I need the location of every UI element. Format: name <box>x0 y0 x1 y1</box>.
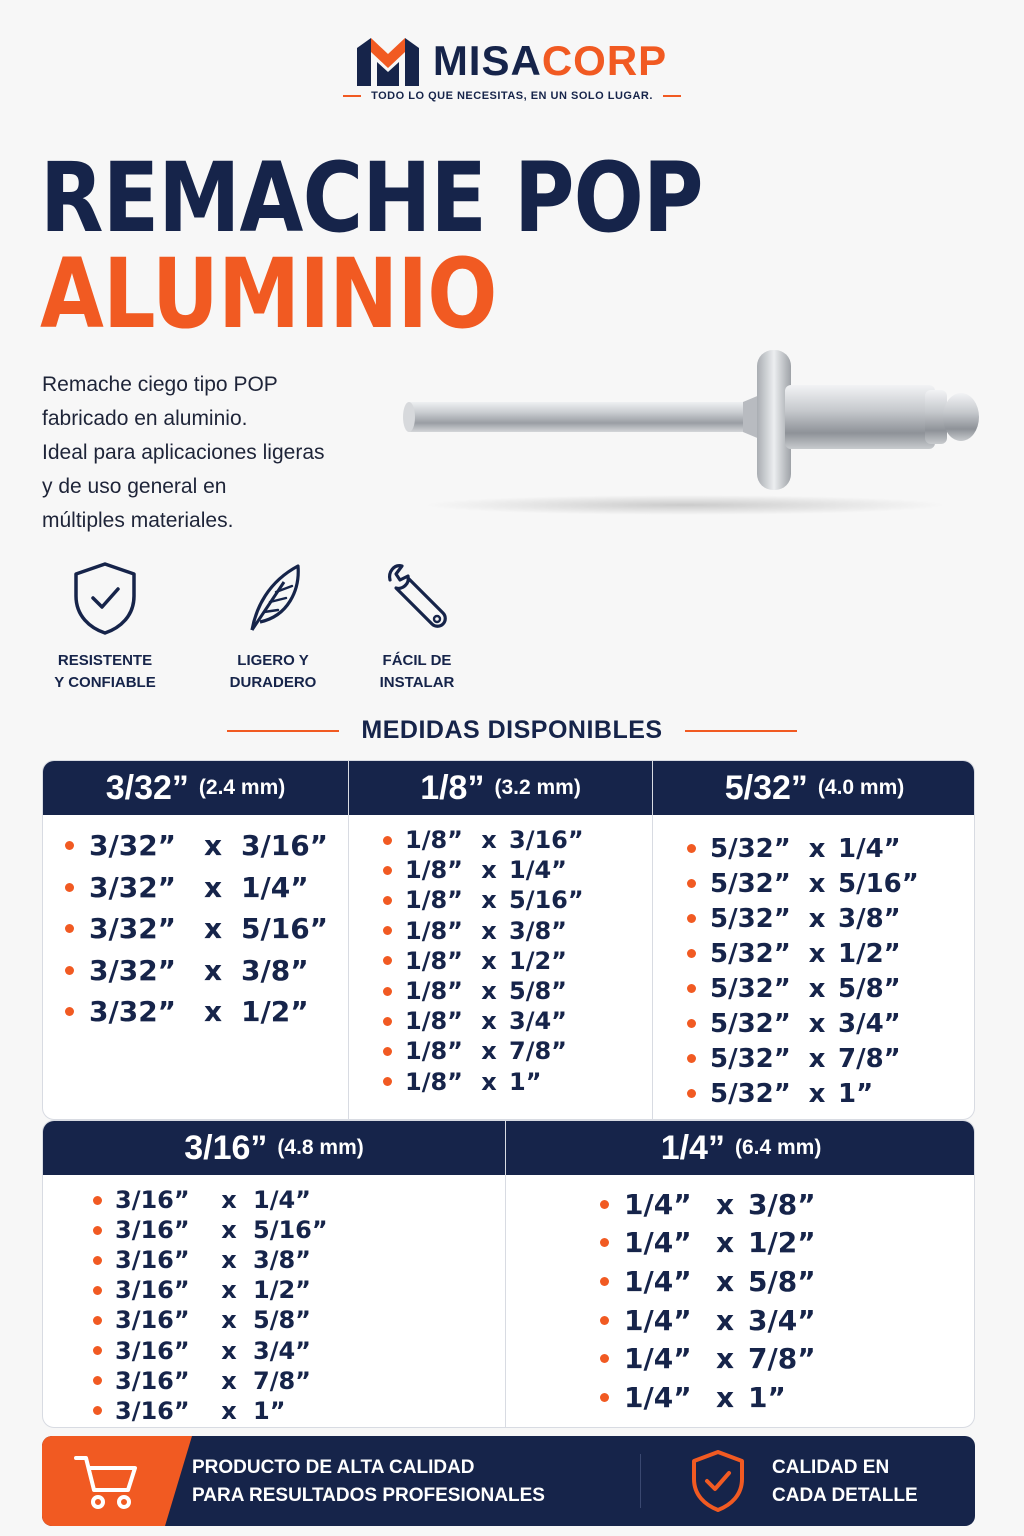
size-list-item: 3/32” x 1/4” <box>65 867 348 909</box>
sizes-table-top <box>42 760 975 1120</box>
size-list <box>349 815 652 1097</box>
size-list-item: 1/4” x 1/2” <box>600 1224 975 1263</box>
size-list-item: 3/16” x 1/4” <box>93 1185 505 1215</box>
size-list-item: 3/32” x 1/2” <box>65 991 348 1033</box>
size-list <box>506 1175 975 1417</box>
shield-check-icon <box>70 560 140 636</box>
size-list-item: 1/4” x 3/4” <box>600 1301 975 1340</box>
size-list-item: 3/16” x 3/4” <box>93 1335 505 1365</box>
size-list-item: 3/16” x 1/2” <box>93 1275 505 1305</box>
size-list-item: 1/8” x 1” <box>383 1067 652 1097</box>
bullet-icon <box>687 949 696 958</box>
size-list-item: 1/8” x 3/4” <box>383 1006 652 1036</box>
bullet-icon <box>383 956 392 965</box>
feature-resistente: RESISTENTE Y CONFIABLE <box>30 560 180 694</box>
cart-badge <box>42 1436 192 1526</box>
bullet-icon <box>600 1393 609 1402</box>
feature-list <box>30 560 490 700</box>
size-column-header: 1/4” (6.4 mm) <box>506 1121 975 1175</box>
bullet-icon <box>383 1017 392 1026</box>
misacorp-logo-icon <box>357 36 419 86</box>
bullet-icon <box>687 844 696 853</box>
footer-quality-text: PRODUCTO DE ALTA CALIDAD PARA RESULTADOS PROFESIONALES <box>192 1457 545 1506</box>
size-column-header: 5/32” (4.0 mm) <box>653 761 975 815</box>
size-column-3-32 <box>43 761 348 1119</box>
size-list <box>653 815 975 1111</box>
bullet-icon <box>383 866 392 875</box>
footer-banner <box>42 1436 975 1526</box>
bullet-icon <box>383 1077 392 1086</box>
bullet-icon <box>93 1256 102 1265</box>
size-list-item: 1/4” x 5/8” <box>600 1262 975 1301</box>
size-list <box>43 815 348 1033</box>
size-column-1-4 <box>505 1121 975 1427</box>
sizes-table-bottom <box>42 1120 975 1428</box>
brand-header <box>0 36 1024 102</box>
bullet-icon <box>687 1089 696 1098</box>
size-list-item: 3/32” x 3/16” <box>65 825 348 867</box>
size-list-item: 1/8” x 5/16” <box>383 885 652 915</box>
page-title <box>40 142 703 350</box>
size-list-item: 5/32” x 1/4” <box>687 831 975 866</box>
bullet-icon <box>687 914 696 923</box>
bullet-icon <box>687 984 696 993</box>
size-list-item: 1/4” x 1” <box>600 1378 975 1417</box>
wrench-icon <box>382 560 452 636</box>
feature-facil: FÁCIL DE INSTALAR <box>342 560 492 694</box>
bullet-icon <box>600 1277 609 1286</box>
size-list-item: 1/8” x 3/8” <box>383 916 652 946</box>
section-title: MEDIDAS DISPONIBLES <box>361 716 663 744</box>
title-line-1: REMACHE POP <box>40 142 703 254</box>
size-list <box>43 1175 505 1426</box>
size-list-item: 5/32” x 3/8” <box>687 901 975 936</box>
footer-detail-text: CALIDAD EN CADA DETALLE <box>772 1457 918 1506</box>
size-list-item: 1/4” x 7/8” <box>600 1339 975 1378</box>
bullet-icon <box>65 966 74 975</box>
size-column-3-16 <box>43 1121 505 1427</box>
bullet-icon <box>600 1200 609 1209</box>
shield-check-icon <box>690 1449 746 1513</box>
bullet-icon <box>65 841 74 850</box>
bullet-icon <box>600 1316 609 1325</box>
bullet-icon <box>600 1238 609 1247</box>
bullet-icon <box>687 879 696 888</box>
section-heading <box>0 716 1024 745</box>
bullet-icon <box>383 987 392 996</box>
size-column-5-32 <box>652 761 975 1119</box>
bullet-icon <box>65 924 74 933</box>
bullet-icon <box>65 1007 74 1016</box>
brand-tagline: TODO LO QUE NECESITAS, EN UN SOLO LUGAR. <box>371 90 653 102</box>
bullet-icon <box>93 1346 102 1355</box>
size-list-item: 3/16” x 5/8” <box>93 1305 505 1335</box>
size-list-item: 3/16” x 5/16” <box>93 1215 505 1245</box>
size-list-item: 5/32” x 5/16” <box>687 866 975 901</box>
bullet-icon <box>383 1047 392 1056</box>
bullet-icon <box>383 926 392 935</box>
title-line-2: ALUMINIO <box>40 238 497 350</box>
product-description: Remache ciego tipo POP fabricado en aluminio. Ideal para aplicaciones ligeras y de uso general en múltiples materiales. <box>42 373 325 532</box>
size-list-item: 3/16” x 1” <box>93 1396 505 1426</box>
bullet-icon <box>93 1286 102 1295</box>
bullet-icon <box>600 1354 609 1363</box>
size-list-item: 1/4” x 3/8” <box>600 1185 975 1224</box>
bullet-icon <box>93 1376 102 1385</box>
bullet-icon <box>93 1196 102 1205</box>
feature-icon <box>238 560 308 636</box>
size-list-item: 5/32” x 5/8” <box>687 971 975 1006</box>
size-column-1-8 <box>348 761 652 1119</box>
size-list-item: 3/32” x 3/8” <box>65 950 348 992</box>
size-list-item: 5/32” x 1/2” <box>687 936 975 971</box>
size-list-item: 1/8” x 3/16” <box>383 825 652 855</box>
feature-ligero: LIGERO Y DURADERO <box>198 560 348 694</box>
size-column-header: 3/32” (2.4 mm) <box>43 761 348 815</box>
bullet-icon <box>93 1226 102 1235</box>
size-column-header: 1/8” (3.2 mm) <box>349 761 652 815</box>
size-list-item: 5/32” x 1” <box>687 1076 975 1111</box>
bullet-icon <box>93 1406 102 1415</box>
size-list-item: 5/32” x 7/8” <box>687 1041 975 1076</box>
size-list-item: 3/16” x 3/8” <box>93 1245 505 1275</box>
size-list-item: 1/8” x 1/2” <box>383 946 652 976</box>
bullet-icon <box>93 1316 102 1325</box>
bullet-icon <box>383 896 392 905</box>
size-list-item: 3/16” x 7/8” <box>93 1366 505 1396</box>
rivet-image <box>395 340 995 520</box>
size-list-item: 3/32” x 5/16” <box>65 908 348 950</box>
size-list-item: 1/8” x 7/8” <box>383 1036 652 1066</box>
shopping-cart-icon <box>72 1452 142 1512</box>
bullet-icon <box>383 836 392 845</box>
size-column-header: 3/16” (4.8 mm) <box>43 1121 505 1175</box>
size-list-item: 1/8” x 5/8” <box>383 976 652 1006</box>
brand-name: MISACORP <box>432 37 668 84</box>
bullet-icon <box>687 1054 696 1063</box>
size-list-item: 5/32” x 3/4” <box>687 1006 975 1041</box>
bullet-icon <box>65 883 74 892</box>
bullet-icon <box>687 1019 696 1028</box>
size-list-item: 1/8” x 1/4” <box>383 855 652 885</box>
